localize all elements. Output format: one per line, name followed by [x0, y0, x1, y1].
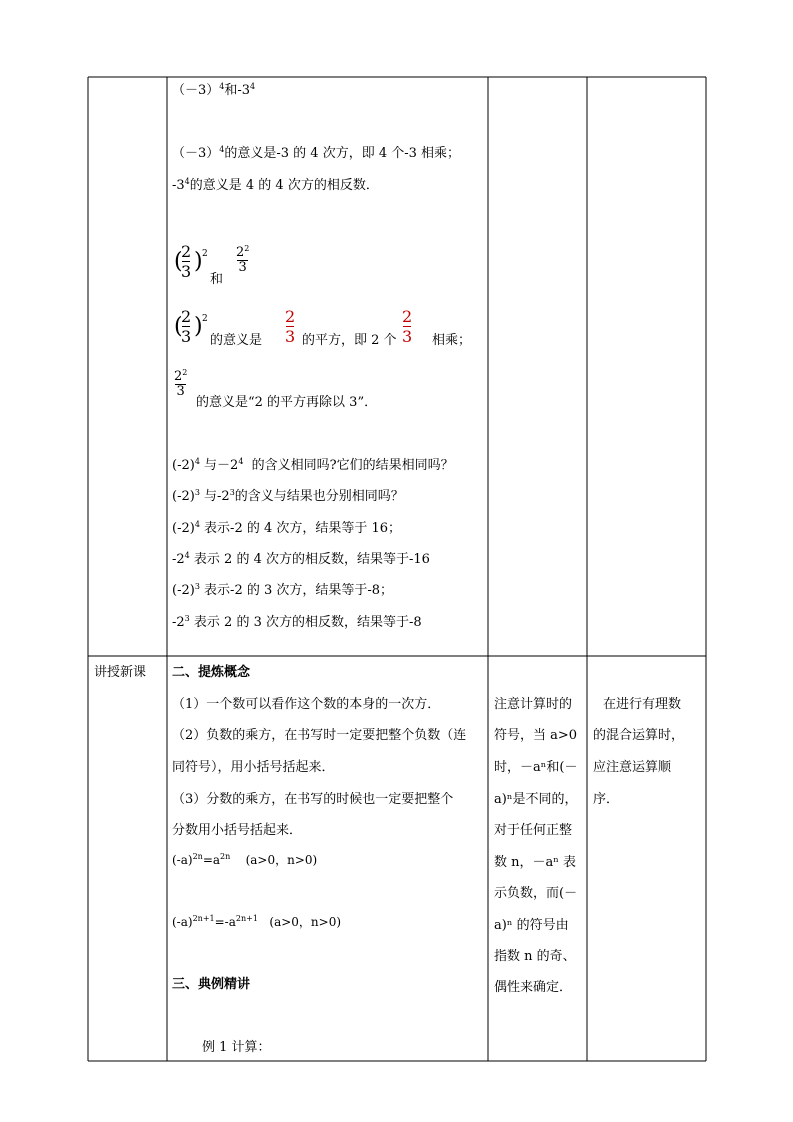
formula-even-power: $(-a)^{2n}=a^{2n}$ (a>0，n>0)	[172, 852, 318, 867]
compare2-line2: 的意义是“2 的平方再除以 3”．	[196, 395, 378, 410]
fraction-two-thirds-red: 2 3	[402, 307, 413, 346]
intent-line: 在进行有理数	[603, 697, 682, 712]
left-paren: (	[174, 249, 183, 274]
note-line: 时，－aⁿ和(－	[494, 760, 578, 775]
note-line: a)ⁿ是不同的，	[494, 792, 578, 807]
answer-2: $-2^4$ 表示 2 的 4 次方的相反数，结果等于-16	[172, 551, 430, 567]
compare2-line1-c: 相乘；	[432, 333, 472, 348]
right-paren: )	[194, 249, 203, 274]
note-line: 数 n，－aⁿ 表	[494, 855, 577, 870]
intent-line: 的混合运算时，	[593, 728, 685, 743]
heading-concepts: 二、提炼概念	[172, 665, 251, 680]
question-2: $(-2)^3$ 与$-2^3$的含义与结果也分别相同吗？	[172, 488, 404, 504]
fraction-two-thirds: 2 3	[181, 307, 192, 346]
compare2-line1-a: 的意义是	[210, 333, 263, 348]
concept-3a: （3）分数的乘方，在书写的时候也一定要把整个	[172, 792, 454, 807]
formula-odd-power: $(-a)^{2n+1}=-a^{2n+1}$ (a>0，n>0)	[172, 914, 342, 929]
concept-2a: （2）负数的乘方，在书写时一定要把整个负数（连	[172, 728, 467, 743]
section-label: 讲授新课	[94, 665, 147, 680]
fraction-two-thirds-red: 2 3	[285, 307, 296, 346]
compare1-line1: $(-3)^4$的意义是-3 的 4 次方，即 4 个-3 相乘；	[172, 145, 461, 161]
concept-3b: 分数用小括号括起来．	[172, 823, 303, 838]
fraction-two-squared-over-three: $2^2$ 3	[174, 368, 188, 399]
note-line: 示负数，而(－	[494, 886, 578, 901]
answer-3: $(-2)^3$ 表示-2 的 3 次方，结果等于-8；	[172, 582, 394, 598]
heading-examples: 三、典例精讲	[172, 977, 251, 992]
question-1: $(-2)^4$ 与$-2^4$ 的含义相同吗?它们的结果相同吗？	[172, 457, 454, 473]
fraction-two-thirds: 2 3	[181, 242, 192, 281]
exponent-2: 2	[202, 249, 208, 259]
compare2-and: 和	[210, 272, 224, 287]
compare2-line1-b: 的平方，即 2 个	[302, 333, 397, 348]
compare1-title: $(-3)^4$和$-3^4$	[172, 82, 256, 98]
note-line: 注意计算时的	[494, 697, 573, 712]
exponent-2: 2	[202, 314, 208, 324]
concept-1: （1）一个数可以看作这个数的本身的一次方．	[172, 697, 441, 712]
note-line: 符号，当 a>0	[494, 728, 578, 743]
fraction-two-squared-over-three: $2^2$ 3	[236, 244, 250, 275]
note-line: a)ⁿ 的符号由	[494, 918, 569, 933]
answer-4: $-2^3$ 表示 2 的 3 次方的相反数，结果等于-8	[172, 614, 422, 630]
note-line: 指数 n 的奇、	[494, 949, 576, 964]
right-paren: )	[194, 314, 203, 339]
example-1-label: 例 1 计算：	[202, 1040, 271, 1055]
intent-line: 应注意运算顺	[593, 760, 672, 775]
note-line: 对于任何正整	[494, 823, 573, 838]
note-line: 偶性来确定．	[494, 980, 573, 995]
concept-2b: 同符号），用小括号括起来．	[172, 760, 335, 775]
answer-1: $(-2)^4$ 表示-2 的 4 次方，结果等于 16；	[172, 520, 402, 536]
left-paren: (	[174, 314, 183, 339]
intent-line: 序．	[593, 792, 620, 807]
compare1-line2: $-3^4$的意义是 4 的 4 次方的相反数．	[172, 177, 379, 193]
